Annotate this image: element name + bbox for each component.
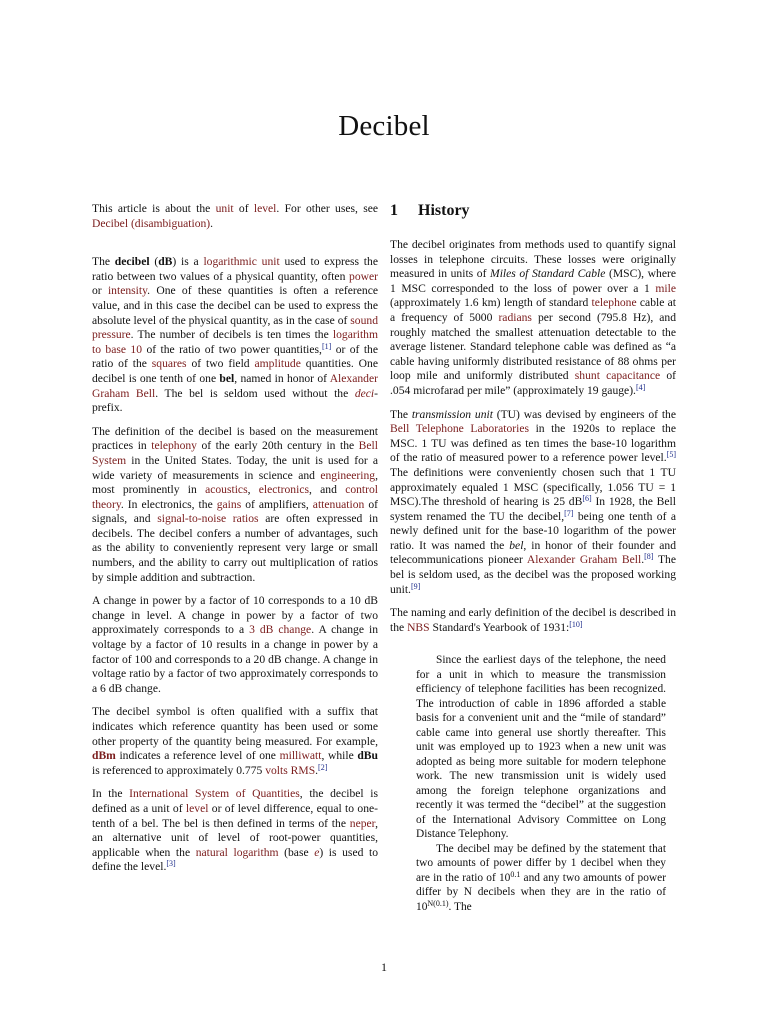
- ref-4[interactable]: [4]: [635, 382, 646, 392]
- page-title: Decibel: [338, 110, 430, 142]
- suffix-paragraph: The decibel symbol is often qualified with a suffix that indicates which reference quantity has been used or some other property of the quantity being measured. For example, dBm indicates a reference level of one milliwatt, while dBu is referenced to approximately 0.775 volts RMS.[2]: [92, 705, 378, 777]
- link-telephony[interactable]: telephony: [151, 439, 197, 453]
- link-engineering[interactable]: engineering: [320, 468, 376, 482]
- link-amplitude[interactable]: amplitude: [254, 357, 301, 371]
- link-unit[interactable]: unit: [215, 202, 234, 215]
- link-natural-logarithm[interactable]: natural logarithm: [195, 845, 279, 859]
- link-signal-to-noise-ratios[interactable]: signal-to-noise ratios: [157, 512, 259, 526]
- ref-1[interactable]: [1]: [321, 341, 332, 351]
- link-shunt-capacitance[interactable]: shunt capacitance: [574, 369, 661, 383]
- ref-6[interactable]: [6]: [582, 494, 592, 504]
- link-intensity[interactable]: intensity: [107, 284, 148, 298]
- history-paragraph-3: The naming and early definition of the decibel is described in the NBS Standard's Yearbook of 1931:[10]: [390, 606, 676, 634]
- link-dbm[interactable]: dBm: [92, 749, 116, 763]
- link-level[interactable]: level: [253, 202, 277, 215]
- quote-paragraph-1: Since the earliest days of the telephone, the need for a unit in which to measure the transmission efficiency of telephone facilities has been recognized. The introduction of cable in 1896 afforded a stable basis for a convenient unit and the “mile of standard” cable came into general use shortly thereafter. This unit was employed up to 1923 when a new unit was adopted as being more suitable for modern telephone work. The new transmission unit is widely used among the foreign telephone organizations and recently it was termed the “decibel” at the suggestion of the International Advisory Committee on Long Distance Telephony.: [416, 654, 666, 841]
- intro-paragraph: The decibel (dB) is a logarithmic unit used to express the ratio between two values of a physical quantity, often power or intensity. One of these quantities is often a reference value, and in this case the decibel can be used to express the absolute level of the physical quantity, as in the case of sound pressure. The number of decibels is ten times the logarithm to base 10 of the ratio of two power quantities,[1] or of the ratio of the squares of two field amplitude quantities. One decibel is one tenth of one bel, named in honor of Alexander Graham Bell. The bel is seldom used without the deci- prefix.: [92, 255, 379, 415]
- link-squares[interactable]: squares: [151, 357, 187, 371]
- link-level-2[interactable]: level: [185, 801, 209, 815]
- ref-7[interactable]: [7]: [564, 508, 574, 518]
- link-control-theory[interactable]: control theory: [92, 483, 379, 511]
- ref-9[interactable]: [9]: [410, 581, 421, 591]
- link-milliwatt[interactable]: milliwatt: [279, 749, 322, 763]
- link-electronics[interactable]: electronics: [258, 483, 309, 497]
- left-column: [92, 202, 378, 884]
- change-paragraph: A change in power by a factor of 10 corresponds to a 10 dB change in level. A change in power by a factor of two approximately corresponds to a 3 dB change. A change in voltage by a factor of 10 results in a change in power by a factor of 100 and corresponds to a 20 dB change. A change in voltage ratio by a factor of two approximately corresponds to a 6 dB change.: [92, 594, 378, 695]
- link-international-system-of-quantities[interactable]: International System of Quantities: [129, 787, 300, 801]
- link-volts-rms[interactable]: volts RMS: [265, 763, 316, 777]
- ref-5[interactable]: [5]: [666, 450, 676, 460]
- link-acoustics[interactable]: acoustics: [205, 483, 248, 497]
- quote-paragraph-2: The decibel may be defined by the statement that two amounts of power differ by 1 decibel when they are in the ratio of $10^{0.1}$ and any two amounts of power differ by N decibels when they are in the ratio of $10^{N(0.1)}$. The: [416, 842, 666, 913]
- isq-paragraph: In the International System of Quantities, the decibel is defined as a unit of level or of level difference, equal to one-tenth of a bel. The bel is then defined in terms of the neper, an alternative unit of level of root-power quantities, applicable when the natural logarithm (base e) is used to define the level.[3]: [92, 787, 378, 874]
- right-column: [390, 202, 676, 914]
- link-gains[interactable]: gains: [216, 497, 242, 511]
- ref-3[interactable]: [3]: [166, 859, 176, 869]
- link-e[interactable]: e: [314, 845, 320, 859]
- link-sound-pressure[interactable]: sound pressure: [92, 313, 378, 342]
- page-number: 1: [381, 960, 387, 974]
- link-decibel-disambiguation[interactable]: Decibel (disambiguation): [92, 216, 211, 230]
- ref-10[interactable]: [10]: [569, 619, 583, 629]
- section-heading-history: 1 History: [390, 202, 470, 219]
- link-bell-system[interactable]: Bell System: [92, 439, 378, 467]
- link-telephone[interactable]: telephone: [591, 296, 637, 310]
- link-deci[interactable]: deci: [354, 386, 375, 400]
- link-alexander-graham-bell[interactable]: Alexander Graham Bell: [92, 371, 378, 400]
- hatnote: This article is about the unit of level. For other uses, see Decibel (disambiguation).: [92, 202, 378, 230]
- nbs-quote: [416, 653, 666, 914]
- link-nbs[interactable]: NBS: [407, 620, 430, 634]
- link-mile[interactable]: mile: [655, 281, 676, 295]
- link-alexander-graham-bell-2[interactable]: Alexander Graham Bell: [526, 553, 642, 567]
- link-logarithmic-unit[interactable]: logarithmic unit: [203, 255, 280, 269]
- history-paragraph-1: The decibel originates from methods used to quantify signal losses in telephone circuits. These losses were originally measured in units of Miles of Standard Cable (MSC), where 1 MSC corresponded to the loss of power over a 1 mile (approximately 1.6 km) length of standard telephone cable at a frequency of 5000 radians per second (795.8 Hz), and roughly matched the smallest attenuation detectable to the average listener. Standard telephone cable was defined as “a cable having uniformly distributed resistance of 88 ohms per loop mile and uniformly distributed shunt capacitance of .054 microfarad per mile” (approximately 19 gauge).[4]: [390, 238, 676, 397]
- link-3db-change[interactable]: 3 dB change: [249, 623, 312, 637]
- definition-paragraph: The definition of the decibel is based on the measurement practices in telephony of the early 20th century in the Bell System in the United States. Today, the unit is used for a wide variety of measurements in science and engineering, most prominently in acoustics, electronics, and control theory. In electronics, the gains of amplifiers, attenuation of signals, and signal-to-noise ratios are often expressed in decibels. The decibel confers a number of advantages, such as the ability to conveniently represent very large or small numbers, and the ability to carry out multiplication of ratios by simple addition and subtraction.: [92, 424, 379, 584]
- ref-8[interactable]: [8]: [644, 552, 654, 562]
- link-bell-telephone-laboratories[interactable]: Bell Telephone Laboratories: [390, 422, 529, 436]
- link-neper[interactable]: neper: [349, 816, 376, 830]
- link-radians[interactable]: radians: [498, 310, 532, 324]
- link-logarithm-base-10[interactable]: logarithm to base 10: [92, 328, 378, 356]
- ref-2[interactable]: [2]: [318, 762, 328, 772]
- link-attenuation[interactable]: attenuation: [312, 497, 365, 511]
- link-power[interactable]: power: [349, 269, 378, 283]
- history-paragraph-2: The transmission unit (TU) was devised by engineers of the Bell Telephone Laboratories in the 1920s to replace the MSC. 1 TU was defined as ten times the base-10 logarithm of the ratio of measured power to a reference power level.[5] The definitions were conveniently chosen such that 1 TU approximately equaled 1 MSC (specifically, 1.056 TU = 1 MSC).The threshold of hearing is 25 dB[6] In 1928, the Bell system renamed the TU the decibel,[7] being one tenth of a newly defined unit for the base-10 logarithm of the power ratio. It was named the bel, in honor of their founder and telecommunications pioneer Alexander Graham Bell.[8] The bel is seldom used, as the decibel was the proposed working unit.[9]: [390, 407, 676, 596]
